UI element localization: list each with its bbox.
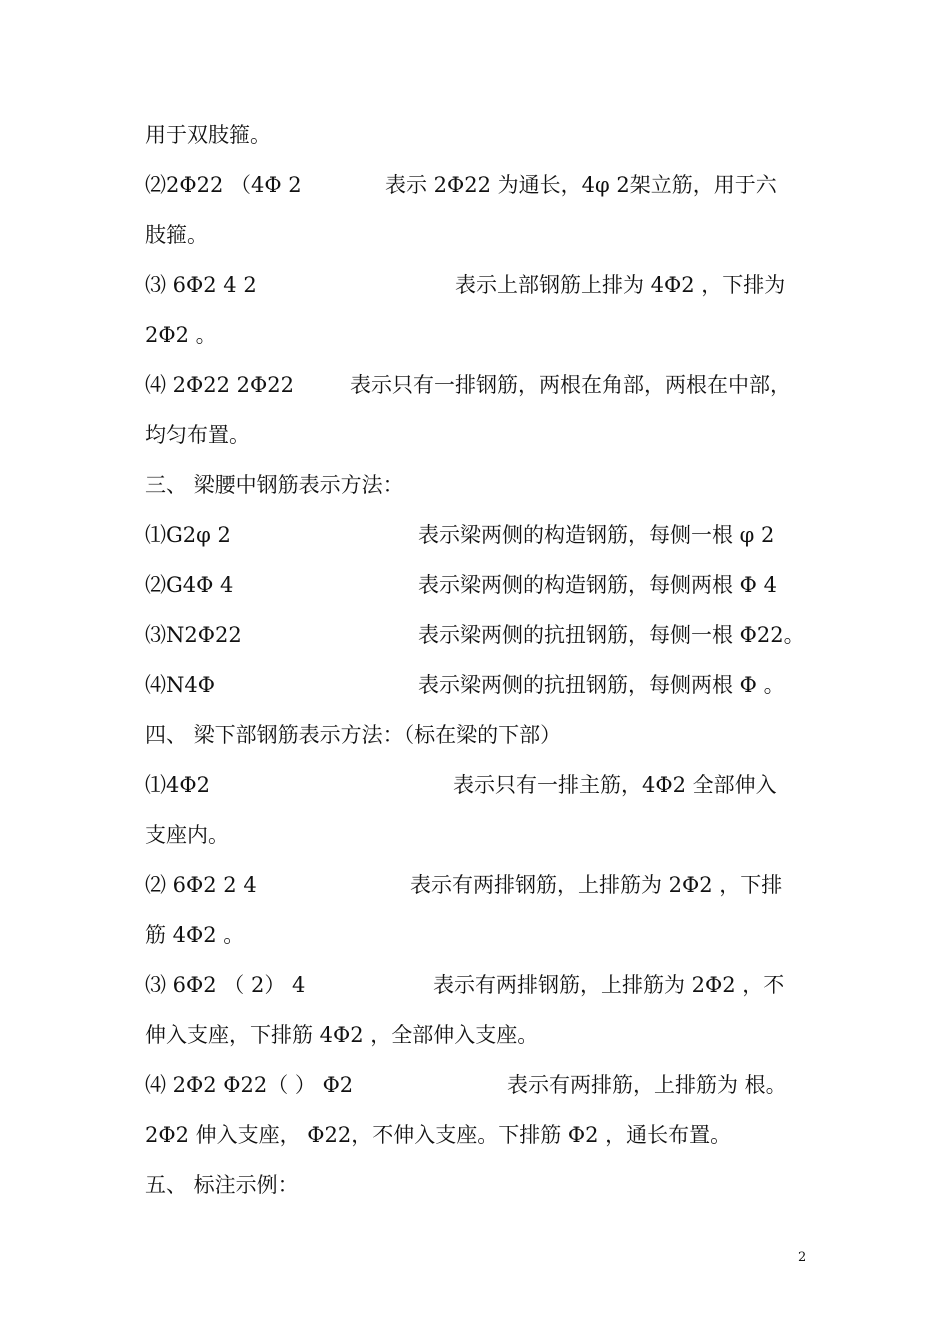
line-text: ⑶N2Φ22 xyxy=(145,623,242,647)
line-text: ⑷ 2Φ2 Φ22（ ） Φ2 xyxy=(145,1073,354,1097)
line-text: 筋 4Φ2 。 xyxy=(145,923,245,947)
line-text: 表示梁两侧的抗扭钢筋，每侧一根 Φ22。 xyxy=(418,623,805,647)
line-text: ⑴G2φ 2 xyxy=(145,523,231,547)
line-text: ⑷N4Φ xyxy=(145,673,215,697)
line-text: 表示 2Φ22 为通长，4φ 2架立筋，用于六 xyxy=(385,173,777,197)
line-text: 表示梁两侧的构造钢筋，每侧一根 φ 2 xyxy=(418,523,775,547)
line-text: 表示梁两侧的构造钢筋，每侧两根 Φ 4 xyxy=(418,573,777,597)
line-text: 用于双肢箍。 xyxy=(145,123,271,147)
line-text: 表示上部钢筋上排为 4Φ2 ，下排为 xyxy=(455,273,786,297)
line-text: ⑵2Φ22 （4Φ 2 xyxy=(145,173,302,197)
line-text: ⑴4Φ2 xyxy=(145,773,210,797)
line-text: ⑶ 6Φ2 4 2 xyxy=(145,273,257,297)
line-text: 表示有两排钢筋，上排筋为 2Φ2 ，下排 xyxy=(410,873,783,897)
line-text: ⑵G4Φ 4 xyxy=(145,573,234,597)
line-text: 2Φ2 。 xyxy=(145,323,217,347)
line-text: ⑵ 6Φ2 2 4 xyxy=(145,873,257,897)
line-text: 表示有两排钢筋，上排筋为 2Φ2 ，不 xyxy=(433,973,785,997)
line-text: 表示只有一排主筋，4Φ2 全部伸入 xyxy=(453,773,777,797)
line-text: 2Φ2 伸入支座， Φ22，不伸入支座。下排筋 Φ2 ，通长布置。 xyxy=(145,1123,732,1147)
line-text: 表示有两排筋，上排筋为 根。 xyxy=(507,1073,787,1097)
line-text: ⑶ 6Φ2 （ 2） 4 xyxy=(145,973,306,997)
line-text: 四、 梁下部钢筋表示方法：（标在梁的下部） xyxy=(145,723,562,747)
line-text: 表示只有一排钢筋，两根在角部，两根在中部， xyxy=(350,373,791,397)
line-text: 支座内。 xyxy=(145,823,229,847)
line-text: 表示梁两侧的抗扭钢筋，每侧两根 Φ 。 xyxy=(418,673,785,697)
line-text: 均匀布置。 xyxy=(145,423,250,447)
line-text: 三、 梁腰中钢筋表示方法： xyxy=(145,473,404,497)
line-text: ⑷ 2Φ22 2Φ22 xyxy=(145,373,294,397)
line-text: 肢箍。 xyxy=(145,223,208,247)
line-text: 伸入支座，下排筋 4Φ2 ，全部伸入支座。 xyxy=(145,1023,539,1047)
line-text: 五、 标注示例： xyxy=(145,1173,299,1197)
page-number: 2 xyxy=(798,1250,807,1265)
